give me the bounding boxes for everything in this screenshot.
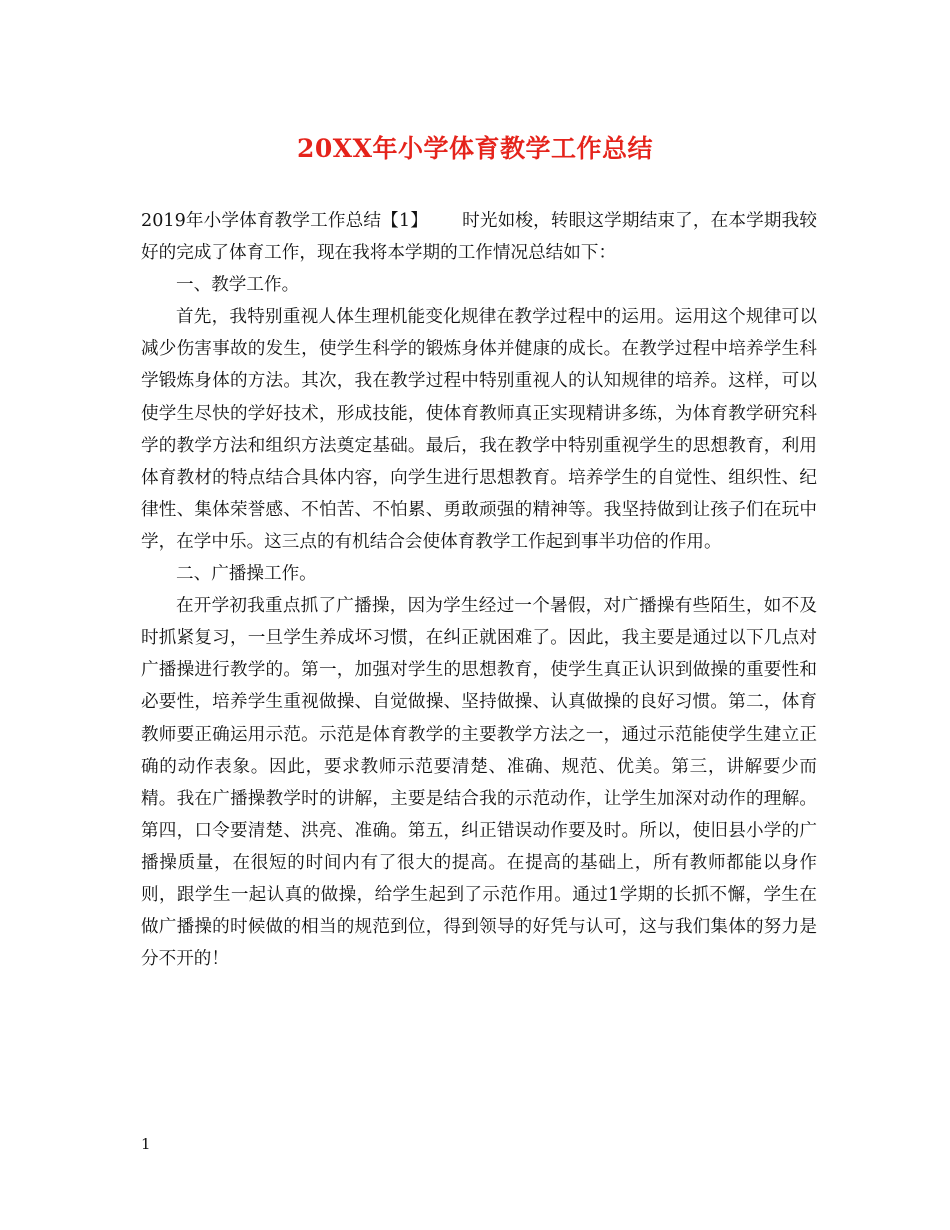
section-2-paragraph: 在开学初我重点抓了广播操，因为学生经过一个暑假，对广播操有些陌生，如不及时抓紧复习，一旦学生养成坏习惯，在纠正就困难了。因此，我主要是通过以下几点对广播操进行教学的。第一，加强对学生的思想教育，使学生真正认识到做操的重要性和必要性，培养学生重视做操、自觉做操、坚持做操、认真做操的良好习惯。第二，体育教师要正确运用示范。示范是体育教学的主要教学方法之一，通过示范能使学生建立正确的动作表象。因此，要求教师示范要清楚、准确、规范、优美。第三，讲解要少而精。我在广播操教学时的讲解，主要是结合我的示范动作，让学生加深对动作的理解。第四，口令要清楚、洪亮、准确。第五，纠正错误动作要及时。所以，使旧县小学的广播操质量，在很短的时间内有了很大的提高。在提高的基础上，所有教师都能以身作则，跟学生一起认真的做操，给学生起到了示范作用。通过1学期的长抓不懈，学生在做广播操的时候做的相当的规范到位，得到领导的好凭与认可，这与我们集体的努力是分不开的！ bbox=[141, 596, 817, 970]
section-1-paragraph: 首先，我特别重视人体生理机能变化规律在教学过程中的运用。运用这个规律可以减少伤害事故的发生，使学生科学的锻炼身体并健康的成长。在教学过程中培养学生科学锻炼身体的方法。其次，我在教学过程中特别重视人的认知规律的培养。这样，可以使学生尽快的学好技术，形成技能，使体育教师真正实现精讲多练，为体育教学研究科学的教学方法和组织方法奠定基础。最后，我在教学中特别重视学生的思想教育，利用体育教材的特点结合具体内容，向学生进行思想教育。培养学生的自觉性、组织性、纪律性、集体荣誉感、不怕苦、不怕累、勇敢顽强的精神等。我坚持做到让孩子们在玩中学，在学中乐。这三点的有机结合会使体育教学工作起到事半功倍的作用。 bbox=[141, 307, 817, 552]
intro-label: 2019年小学体育教学工作总结【1】 bbox=[141, 211, 429, 231]
intro-text: 时光如梭，转眼这学期结束了，在本学期我较好的完成了体育工作，现在我将本学期的工作情况总结如下： bbox=[141, 211, 817, 264]
document-body bbox=[141, 205, 817, 975]
section-2-heading: 二、广播操工作。 bbox=[176, 564, 317, 585]
section-1-heading: 一、教学工作。 bbox=[176, 275, 300, 296]
document-title: 20XX年小学体育教学工作总结 bbox=[296, 134, 654, 163]
intro-paragraph bbox=[141, 205, 817, 269]
page-number: 1 bbox=[141, 1135, 151, 1153]
